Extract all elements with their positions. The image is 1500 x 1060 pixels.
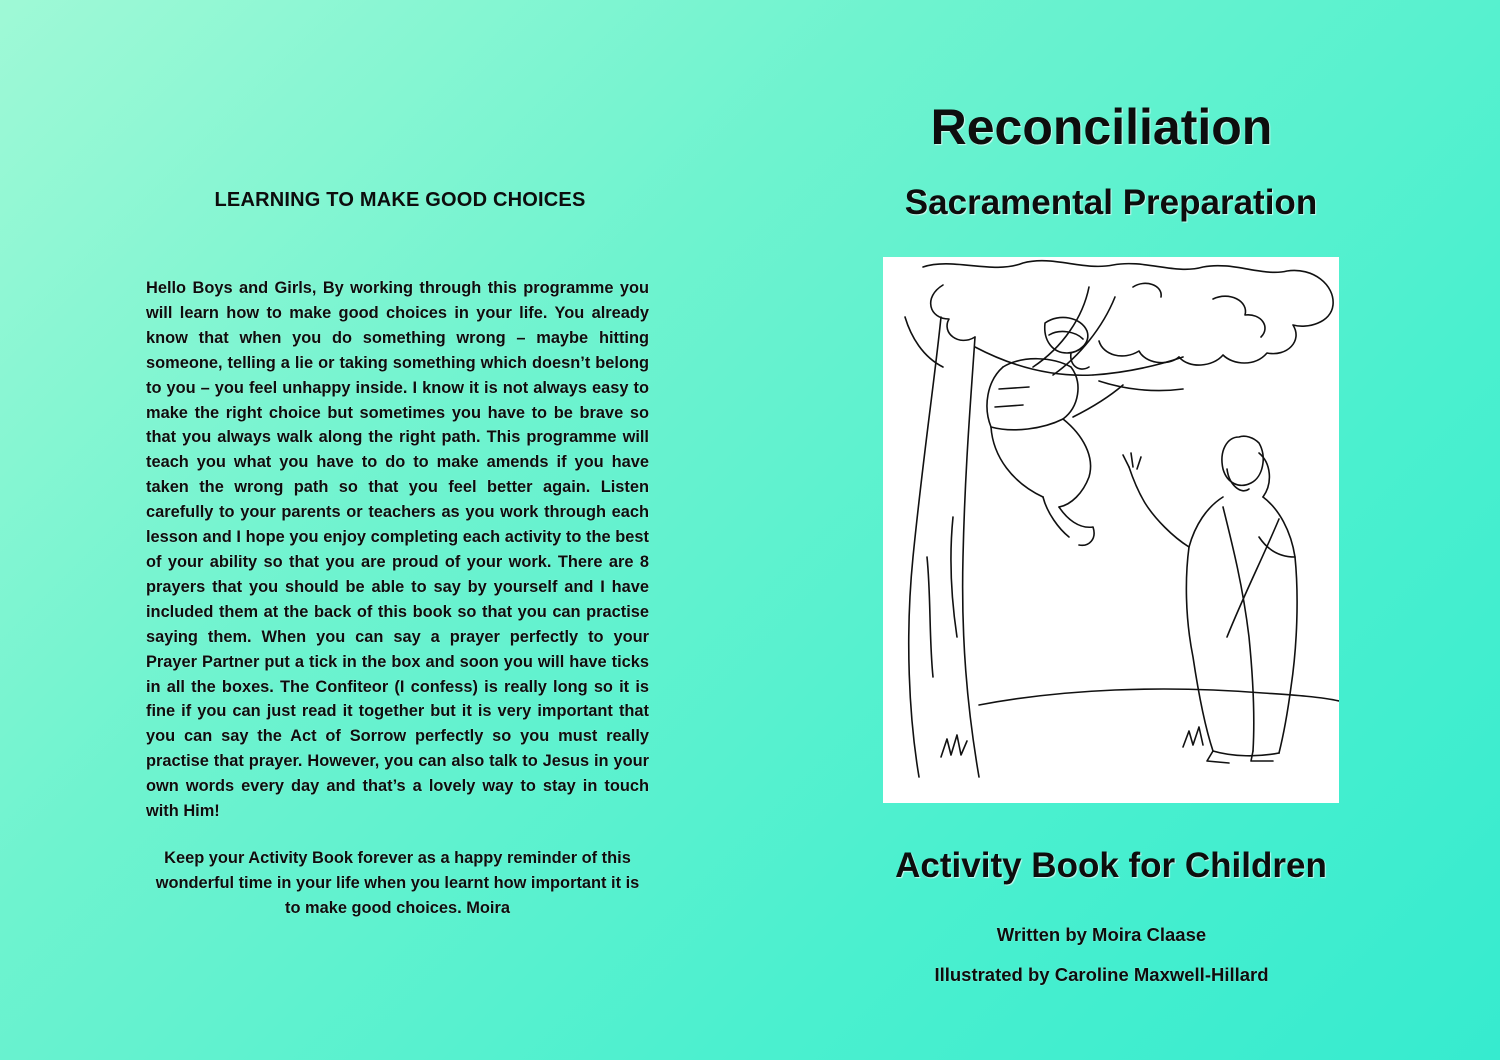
book-title: Reconciliation bbox=[930, 99, 1273, 155]
zacchaeus-and-jesus-drawing bbox=[883, 257, 1339, 803]
back-cover-sign-off: Keep your Activity Book forever as a happy reminder of this wonderful time in your life when you learnt how important it is to make good choices. Moira bbox=[155, 849, 640, 917]
book-subtitle: Sacramental Preparation bbox=[904, 183, 1318, 222]
back-cover-letter: Hello Boys and Girls, By working through this programme you will learn how to make good choices in your life. You already know that when you do something wrong – maybe hitting someone, telling a lie or taking something which doesn’t belong to you – you feel unhappy inside. I know it is not always easy to make the right choice but sometimes you have to be brave so that you always walk along the right path. This programme will teach you what you have to do to make amends if you have taken the wrong path so that you feel better again. Listen carefully to your parents or teachers as you work through each lesson and I hope you enjoy completing each activity to the best of your ability so that you are proud of your work. There are 8 prayers that you should be able to say by yourself and I have included them at the back of this book so that you can practise saying them. When you can say a prayer perfectly to your Prayer Partner put a tick in the box and soon you will have ticks in all the boxes. The Confiteor (I confess) is really long so it is fine if you can just read it together but it is very important that you can say the Act of Sorrow perfectly so you must really practise that prayer. However, you can also talk to Jesus in your own words every day and that’s a lovely way to stay in touch with Him! bbox=[146, 279, 649, 821]
back-cover-heading: LEARNING TO MAKE GOOD CHOICES bbox=[214, 189, 586, 211]
illustrator-credit: Illustrated by Caroline Maxwell-Hillard bbox=[934, 964, 1269, 985]
book-type-label: Activity Book for Children bbox=[895, 846, 1327, 885]
author-credit: Written by Moira Claase bbox=[996, 924, 1207, 945]
cover-illustration bbox=[883, 257, 1339, 803]
front-cover bbox=[800, 0, 1500, 1060]
